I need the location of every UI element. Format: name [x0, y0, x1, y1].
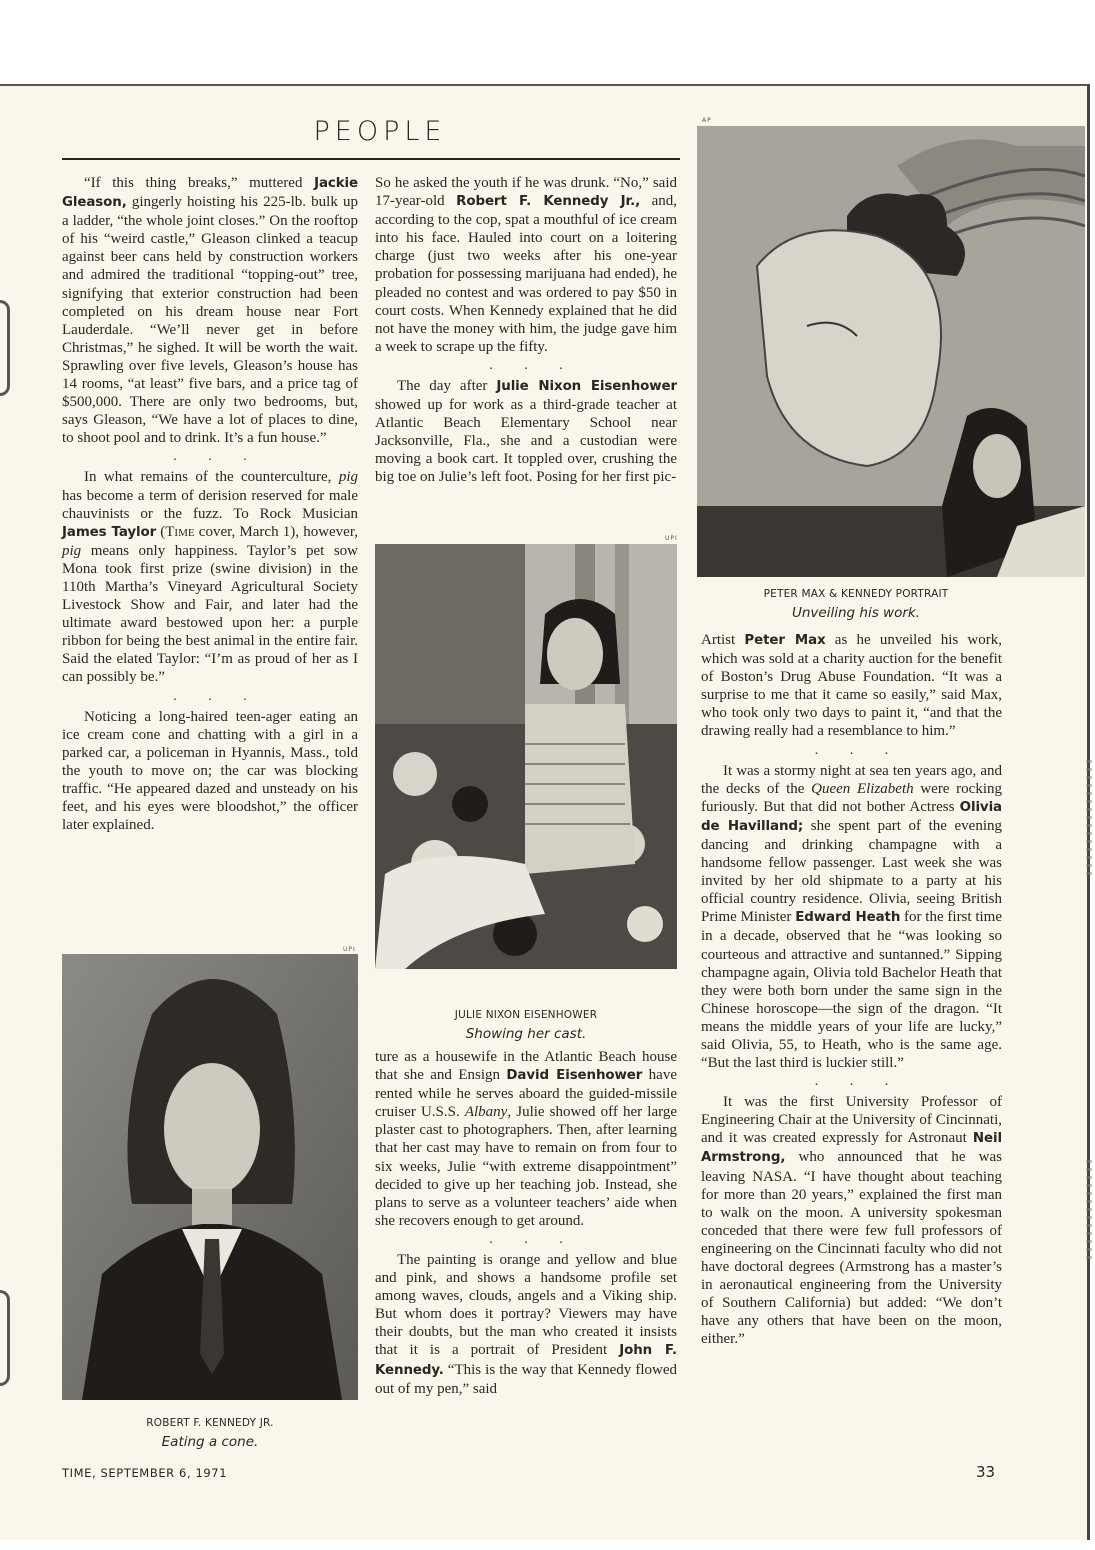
page-edge-mark: [1086, 760, 1092, 880]
separator-dots: . . .: [489, 357, 577, 373]
header-rule: [62, 158, 680, 160]
separator-dots: . . .: [814, 742, 903, 758]
paragraph-kennedy: So he asked the youth if he was drunk. “No,” said 17-year-old Robert F. Kennedy Jr., and, according to the cop, spat a mouthful of ice cream into his face. Hauled into court on a loitering charge (just two weeks after his one-year probation for possessing marijuana had ended), he pleaded no contest and was ordered to pay $50 in court costs. When Kennedy explained that he did not have the money with him, the judge gave him a week to scrape up the fifty.: [375, 175, 677, 355]
page-edge-mark: [1086, 1160, 1092, 1260]
name-james-taylor: James Taylor: [62, 524, 157, 540]
separator-dots: . . .: [173, 449, 261, 465]
paragraph-taylor: In what remains of the counterculture, pig has become a term of derision reserved for male chauvinists or the fuzz. To Rock Musician James Taylor (Time cover, March 1), however, pig means only happiness. Taylor’s pet sow Mona took first prize (swine division) in the 110th Martha’s Vineyard Agricultural Society Livestock Show and Fair, and later had the ultimate award bestowed upon her: a purple ribbon for being the best animal in the entire fair. Said the elated Taylor: “I’m as proud of her as I can possibly be.”: [62, 469, 358, 686]
paragraph-de-havilland: It was a stormy night at sea ten years ago, and the decks of the Queen Elizabeth were rocking furiously. But that did not bother Actress Olivia de Havilland; she spent part of the evening dancing and drinking champagne with a handsome fellow passenger. Last week she was invited by her old shipmate to a party at his official country residence. Olivia, seeing British Prime Minister Edward Heath for the first time in a decade, observed that he “was looking so courteous and attractive and suntanned.” Sipping champagne again, Olivia told Bachelor Heath that they were both born under the same sign in the Chinese horoscope—the sign of the dragon. “It means the middle years of your life are lucky,” said Olivia, 55, to Heath, who is the same age. “But the last third is luckier still.”: [701, 762, 1003, 1072]
paragraph-eisenhower-continued: ture as a housewife in the Atlantic Beach house that she and Ensign David Eisenhower have rented while he serves aboard the guided-missile cruiser U.S.S. Albany, Julie showed off her large plaster cast to photographers. Then, after learning that her cast may have to remain on from four to six weeks, Julie “with extreme disappointment” decided to give up her teaching job. Instead, she plans to serve as a volunteer teachers’ aide when she recovers enough to get around.: [375, 1049, 677, 1229]
column-2-bottom: [375, 1048, 677, 1398]
name-edward-heath: Edward Heath: [795, 910, 901, 926]
caption-name: PETER MAX & KENNEDY PORTRAIT: [763, 588, 949, 600]
paragraph-gleason: “If this thing breaks,” muttered Jackie Gleason, gingerly hoisting his 225-lb. bulk up a ladder, “the whole joint closes.” On the rooftop of his “weird castle,” Gleason clinked a teacup against beer cans held by construction workers and admired the traditional “topping-out” tree, signifying that exterior construction had been completed on his dream house near Fort Lauderdale. “We’ll never get in before Christmas,” he sighed. It will be worth the wait. Sprawling over five levels, Gleason’s house has 14 rooms, “at least” five bars, and a price tag of $500,000. There are only two bedrooms, but, says Gleason, “We have a lot of places to dine, to shoot pool and to drink. It’s a fun house.”: [62, 175, 358, 447]
column-2-top: [375, 174, 677, 487]
name-jackie-gleason: Jackie Gleason,: [62, 176, 358, 211]
separator-dots: . . .: [814, 1074, 903, 1090]
caption-subtitle: Unveiling his work.: [792, 605, 920, 621]
caption-name: ROBERT F. KENNEDY JR.: [146, 1417, 274, 1429]
caption-name: JULIE NIXON EISENHOWER: [454, 1009, 598, 1021]
name-neil-armstrong: Neil Armstrong,: [701, 1131, 1002, 1166]
photo-robert-kennedy-jr: [62, 954, 358, 1400]
name-john-f-kennedy: John F. Kennedy.: [375, 1343, 677, 1378]
column-3: [701, 631, 1002, 1348]
caption-subtitle: Eating a cone.: [161, 1434, 259, 1450]
binder-ring-mark: [0, 300, 10, 396]
separator-dots: . . .: [489, 1231, 577, 1247]
caption-subtitle: Showing her cast.: [465, 1026, 587, 1042]
paragraph-hyannis: Noticing a long-haired teen-ager eating an ice cream cone and chatting with a girl in a parked car, a policeman in Hyannis, Mass., told the youth to move on; the car was blocking traffic. “He appeared dazed and unsteady on his feet, and his eyes were bloodshot,” the officer later explained.: [62, 708, 358, 834]
paragraph-armstrong: It was the first University Professor of Engineering Chair at the University of Cincinnati, and it was created expressly for Astronaut Neil Armstrong, who announced that he was leaving NASA. “I have thought about teaching for more than 20 years,” explained the first man to walk on the moon. A university spokesman conceded that there were few full professors of engineering on the Cincinnati faculty who did not have doctoral degrees (Armstrong has a master’s in aeronautical engineering from the University of Southern California) but added: “We don’t have any others that have been on the moon, either.”: [701, 1094, 1002, 1348]
name-peter-max: Peter Max: [744, 633, 826, 648]
photo-credit: UPI: [343, 946, 356, 953]
photo-peter-max-portrait: [697, 126, 1085, 577]
photo-credit: AP: [702, 117, 712, 124]
publication-date: TIME, SEPTEMBER 6, 1971: [62, 1466, 228, 1480]
photo-julie-nixon-eisenhower: [375, 544, 677, 969]
binder-ring-mark: [0, 1290, 10, 1386]
painting-image: [697, 126, 1085, 577]
paragraph-painting: The painting is orange and yellow and blue and pink, and shows a handsome profile set among waves, clouds, angels and a Viking ship. But whom does it portray? Viewers may have their doubts, but the man who created it insists that it is a portrait of President John F. Kennedy. “This is the way that Kennedy flowed out of my pen,” said: [375, 1251, 677, 1397]
name-david-eisenhower: David Eisenhower: [506, 1068, 643, 1084]
paragraph-eisenhower: The day after Julie Nixon Eisenhower showed up for work as a third-grade teacher at Atlantic Beach Elementary School near Jacksonville, Fla., she and a custodian were moving a book cart. It toppled over, crushing the big toe on Julie’s left foot. Posing for her first pic-: [375, 377, 677, 486]
name-robert-kennedy-jr: Robert F. Kennedy Jr.,: [456, 194, 641, 210]
name-olivia-de-havilland: Olivia de Havilland;: [701, 799, 1002, 834]
section-title: PEOPLE: [313, 116, 447, 147]
name-julie-nixon-eisenhower: Julie Nixon Eisenhower: [496, 378, 677, 394]
portrait-image: [375, 544, 677, 969]
separator-dots: . . .: [173, 688, 261, 704]
portrait-image: [62, 954, 358, 1400]
photo-credit: UPI: [665, 535, 678, 542]
column-1: [62, 174, 358, 834]
paragraph-peter-max: Artist Peter Max as he unveiled his work, which was sold at a charity auction for the benefit of Boston’s Drug Abuse Foundation. “It was a surprise to me that it came so easily,” said Max, who took only two days to paint it, “and that the drawing really had a resemblance to him.”: [701, 632, 1002, 740]
page-number: 33: [976, 1463, 996, 1481]
